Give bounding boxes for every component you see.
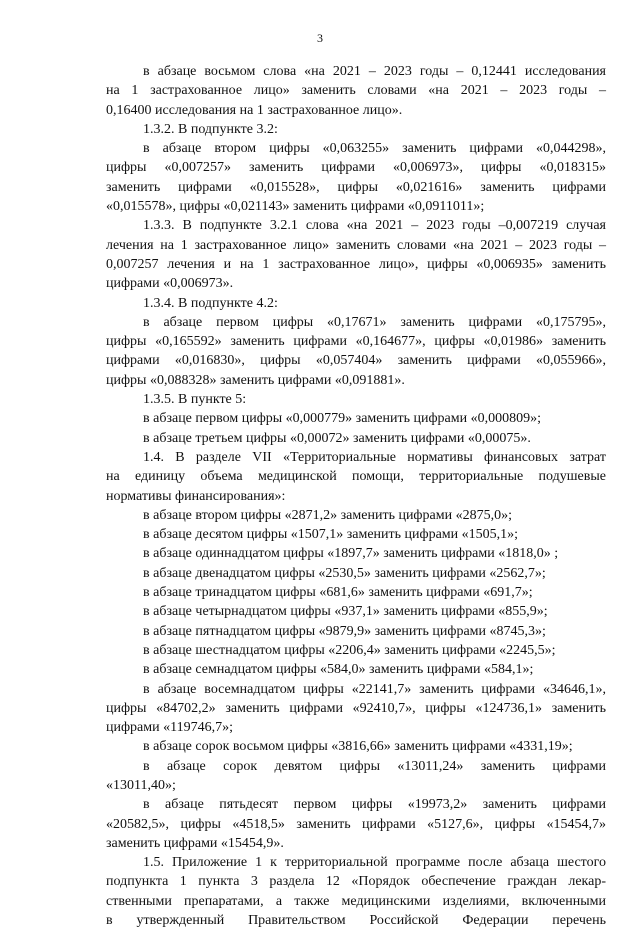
text-line: заменить цифрами «15454,9».: [106, 835, 284, 851]
document-body: [106, 62, 606, 930]
text-line: в утвержденный Правительством Российской Федерации перечень: [106, 913, 606, 929]
text-line: 0,007257 лечения и на 1 застрахованное лицо», цифры «0,006935» заменить: [106, 256, 606, 272]
text-line: в абзаце семнадцатом цифры «584,0» заменить цифрами «584,1»;: [143, 662, 534, 678]
text-line: в абзаце третьем цифры «0,00072» заменить цифрами «0,00075».: [143, 430, 531, 446]
text-line: 1.4. В разделе VII «Территориальные нормативы финансовых затрат: [143, 449, 606, 465]
text-line: в абзаце пятьдесят первом цифры «19973,2» заменить цифрами: [143, 797, 606, 813]
text-line: 1.3.3. В подпункте 3.2.1 слова «на 2021 – 2023 годы –0,007219 случая: [143, 218, 606, 234]
text-line: в абзаце сорок девятом цифры «13011,24» заменить цифрами: [143, 758, 606, 774]
text-line: на единицу объема медицинской помощи, территориальные подушевые: [106, 469, 606, 485]
text-line: 0,16400 исследования на 1 застрахованное лицо».: [106, 102, 403, 118]
text-line: подпункта 1 пункта 3 раздела 12 «Порядок обеспечение граждан лекар-: [106, 874, 606, 890]
text-line: 1.3.4. В подпункте 4.2:: [143, 295, 278, 311]
text-line: ственными препаратами, а также медицинскими изделиями, включенными: [106, 893, 606, 909]
text-line: в абзаце восьмом слова «на 2021 – 2023 годы – 0,12441 исследования: [143, 64, 606, 79]
text-line: в абзаце сорок восьмом цифры «3816,66» заменить цифрами «4331,19»;: [143, 739, 573, 755]
text-line: 1.3.5. В пункте 5:: [143, 392, 247, 408]
text-line: цифрами «0,016830», цифры «0,057404» заменить цифрами «0,055966»,: [106, 353, 606, 369]
text-line: цифры «0,007257» заменить цифрами «0,006973», цифры «0,018315»: [106, 160, 606, 176]
text-line: 1.3.2. В подпункте 3.2:: [143, 121, 278, 137]
text-line: в абзаце первом цифры «0,17671» заменить цифрами «0,175795»,: [143, 314, 606, 330]
text-line: в абзаце тринадцатом цифры «681,6» заменить цифрами «691,7»;: [143, 585, 533, 601]
text-line: 1.5. Приложение 1 к территориальной программе после абзаца шестого: [143, 855, 606, 871]
text-line: в абзаце пятнадцатом цифры «9879,9» заменить цифрами «8745,3»;: [143, 623, 546, 639]
text-line: цифры «0,088328» заменить цифрами «0,091881».: [106, 372, 405, 388]
text-line: в абзаце двенадцатом цифры «2530,5» заменить цифрами «2562,7»;: [143, 565, 546, 581]
text-line: цифрами «119746,7»;: [106, 720, 233, 736]
text-line: в абзаце втором цифры «0,063255» заменить цифрами «0,044298»,: [143, 141, 606, 157]
text-line: в абзаце втором цифры «2871,2» заменить цифрами «2875,0»;: [143, 507, 512, 523]
text-line: «0,015578», цифры «0,021143» заменить цифрами «0,0911011»;: [106, 199, 485, 215]
text-line: в абзаце одиннадцатом цифры «1897,7» заменить цифрами «1818,0» ;: [143, 546, 559, 562]
text-line: в абзаце четырнадцатом цифры «937,1» заменить цифрами «855,9»;: [143, 604, 548, 620]
text-line: на 1 застрахованное лицо» заменить словами «на 2021 – 2023 годы –: [106, 83, 606, 99]
text-line: лечения на 1 застрахованное лицо» заменить словами «на 2021 – 2023 годы –: [106, 237, 606, 253]
text-line: в абзаце шестнадцатом цифры «2206,4» заменить цифрами «2245,5»;: [143, 642, 556, 658]
text-line: заменить цифрами «0,015528», цифры «0,021616» заменить цифрами: [106, 179, 606, 195]
text-line: «20582,5», цифры «4518,5» заменить цифрами «5127,6», цифры «15454,7»: [106, 816, 606, 832]
text-line: нормативы финансирования»:: [106, 488, 286, 504]
text-line: цифры «84702,2» заменить цифрами «92410,7», цифры «124736,1» заменить: [106, 700, 606, 716]
text-line: в абзаце первом цифры «0,000779» заменить цифрами «0,000809»;: [143, 411, 541, 427]
text-line: в абзаце десятом цифры «1507,1» заменить цифрами «1505,1»;: [143, 527, 519, 543]
text-line: цифрами «0,006973».: [106, 276, 234, 292]
text-line: цифры «0,165592» заменить цифрами «0,164677», цифры «0,01986» заменить: [106, 334, 606, 350]
text-line: «13011,40»;: [106, 777, 176, 793]
page-number: 3: [317, 31, 323, 45]
text-line: в абзаце восемнадцатом цифры «22141,7» заменить цифрами «34646,1»,: [143, 681, 606, 697]
